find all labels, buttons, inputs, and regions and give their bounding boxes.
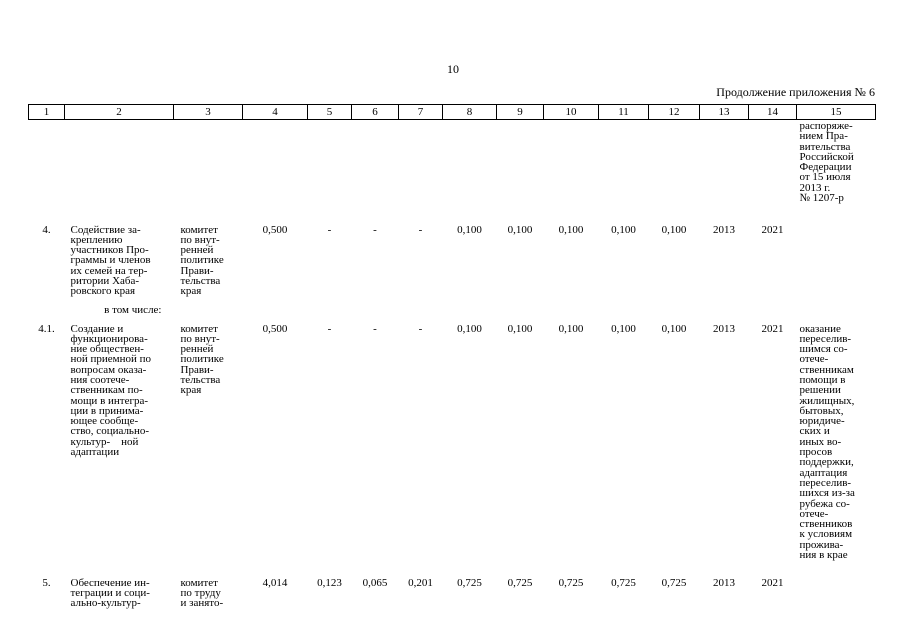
- note-row: [29, 120, 876, 225]
- table-row: [29, 578, 876, 618]
- subheading-row: [29, 305, 876, 324]
- start-year: 2013: [713, 223, 735, 236]
- header-cell: 4: [243, 105, 308, 120]
- value-cell: -: [327, 223, 332, 236]
- subheading: в том числе:: [104, 303, 162, 316]
- continuation-caption: Продолжение приложения № 6: [716, 85, 875, 99]
- header-cell: 9: [497, 105, 544, 120]
- value-cell: -: [418, 322, 423, 335]
- value-cell: 0,725: [611, 576, 636, 589]
- value-cell: 0,100: [558, 223, 584, 236]
- header-cell: 1: [29, 105, 65, 120]
- expected-result: [797, 578, 876, 618]
- row-number: 5.: [42, 576, 51, 589]
- measure-name: Обеспечение ин- теграции и соци- ально-культур-: [70, 576, 150, 610]
- executor: комитет по внут- ренней политике Прави- тельства края: [180, 223, 224, 298]
- value-cell: 0,725: [558, 576, 584, 589]
- executor: комитет по труду и занято-: [180, 576, 224, 610]
- value-cell: 0,123: [317, 576, 342, 589]
- value-cell: -: [373, 322, 377, 335]
- header-cell: 5: [308, 105, 352, 120]
- end-year: 2021: [761, 223, 784, 236]
- value-cell: 0,100: [611, 322, 636, 335]
- header-cell: 8: [443, 105, 497, 120]
- end-year: 2021: [761, 322, 784, 335]
- value-cell: 0,725: [507, 576, 533, 589]
- end-year: 2021: [761, 576, 784, 589]
- header-cell: 15: [797, 105, 876, 120]
- header-cell: 10: [544, 105, 599, 120]
- header-cell: 7: [399, 105, 443, 120]
- value-cell: 0,100: [457, 223, 482, 236]
- value-cell: 0,725: [457, 576, 482, 589]
- page-number: 10: [447, 62, 459, 76]
- value-cell: 0,100: [661, 322, 687, 335]
- measure-name: Создание и функционирова- ние обществен- ной приемной по вопросам оказа- ния соотече- ственникам по- мощи в интегра- ции в принима- ющее сообще- ство, социально- культур- ной адаптации: [70, 322, 152, 459]
- expected-result: оказание переселив- шимся со- отече- ственникам помощи в решении жилищных, бытовых, юридиче- ских и иных во- просов поддержки, адаптация переселив- шихся из-за рубежа со- отече- ственников к условиям прожива- ния в крае: [799, 322, 855, 562]
- value-cell: 0,100: [558, 322, 584, 335]
- header-cell: 11: [599, 105, 649, 120]
- total-value: 0,500: [262, 223, 288, 236]
- value-cell: 0,065: [362, 576, 388, 589]
- row-number: 4.: [42, 223, 51, 236]
- value-cell: 0,201: [408, 576, 433, 589]
- start-year: 2013: [713, 322, 735, 335]
- header-cell: 3: [174, 105, 243, 120]
- value-cell: 0,100: [611, 223, 636, 236]
- row-number: 4.1.: [38, 322, 55, 335]
- value-cell: -: [418, 223, 423, 236]
- executor: комитет по внут- ренней политике Прави- тельства края: [180, 322, 224, 397]
- value-cell: 0,100: [661, 223, 687, 236]
- total-value: 0,500: [262, 322, 288, 335]
- value-cell: -: [327, 322, 332, 335]
- table-row: [29, 324, 876, 578]
- start-year: 2013: [713, 576, 735, 589]
- header-cell: 2: [65, 105, 174, 120]
- value-cell: 0,100: [457, 322, 482, 335]
- value-cell: 0,100: [507, 322, 533, 335]
- column-number-header: [29, 105, 876, 120]
- value-cell: -: [373, 223, 377, 236]
- value-cell: 0,725: [661, 576, 687, 589]
- value-cell: 0,100: [507, 223, 533, 236]
- header-cell: 14: [749, 105, 797, 120]
- expected-result: [797, 225, 876, 305]
- total-value: 4,014: [262, 576, 288, 589]
- header-cell: 6: [352, 105, 399, 120]
- appendix-table: [28, 104, 876, 618]
- header-cell: 12: [649, 105, 700, 120]
- note-text: распоряже- нием Пра- вительства Российской Федерации от 15 июля 2013 г. № 1207-р: [799, 120, 854, 205]
- header-cell: 13: [700, 105, 749, 120]
- table-row: [29, 225, 876, 305]
- measure-name: Содействие за- креплению участников Про- граммы и членов их семей на тер- ритории Хаба- ровского края: [70, 223, 151, 298]
